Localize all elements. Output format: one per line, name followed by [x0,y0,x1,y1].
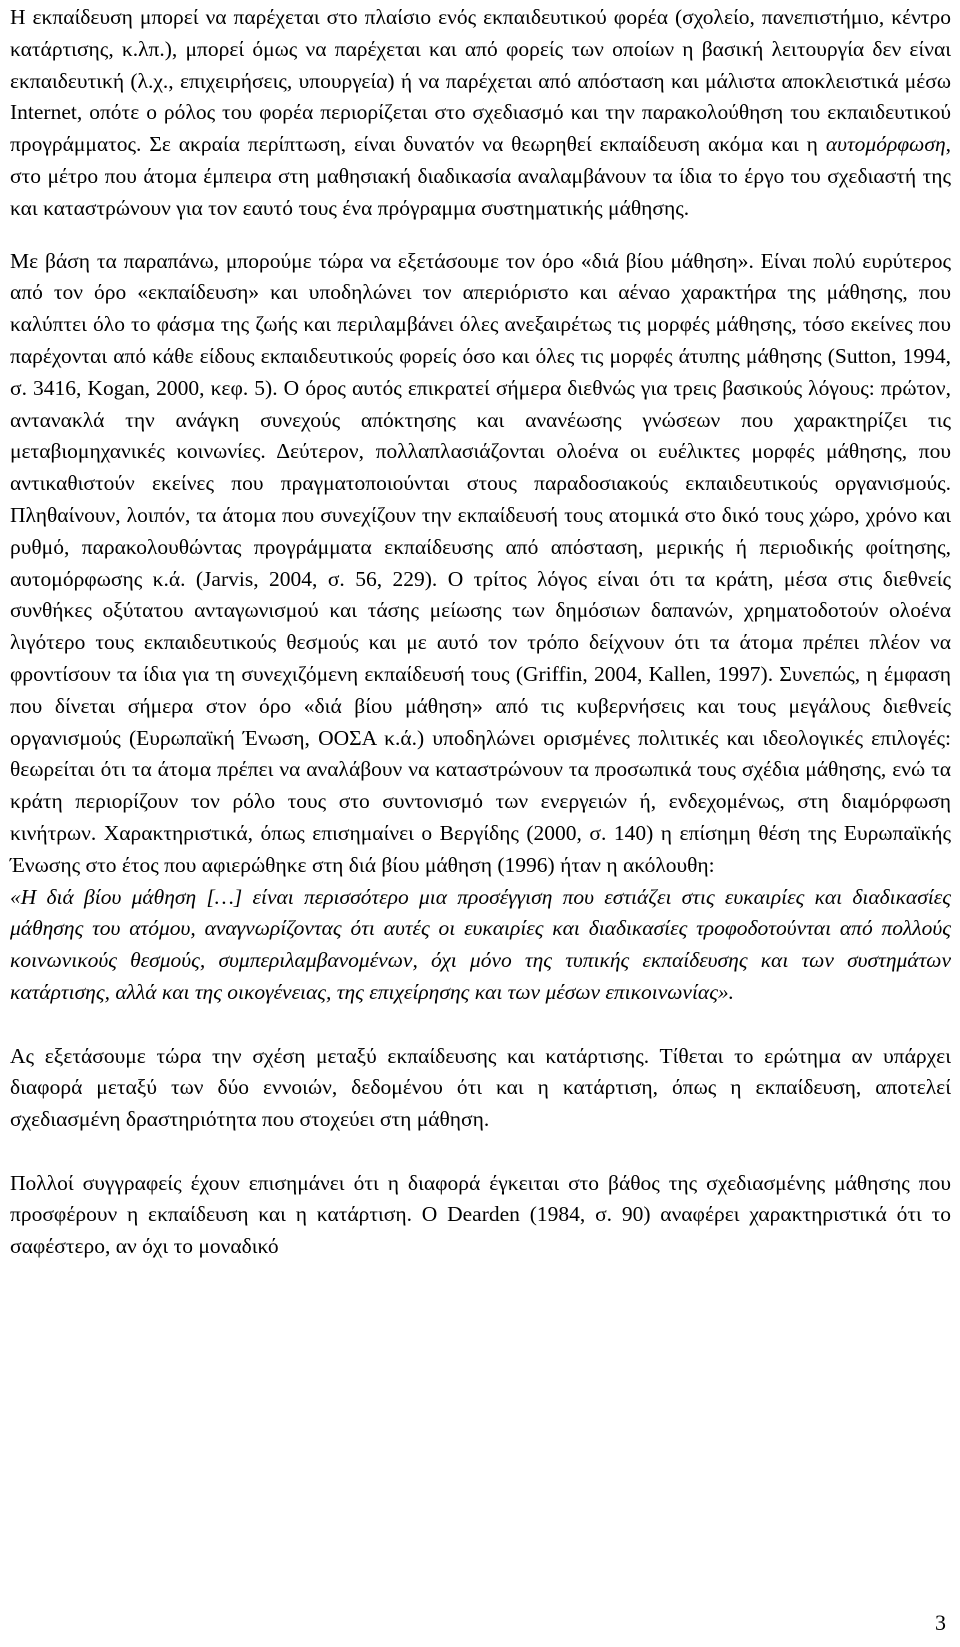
body-text [10,2,951,1263]
paragraph-spacer [10,1009,951,1041]
quote-text: «Η διά βίου μάθηση […] είναι περισσότερο μια προσέγγιση που εστιάζει στις ευκαιρίες και διαδικασίες μάθησης του ατόμου, αναγνωρίζοντας ότι αυτές οι ευκαιρίες και διαδικασίες τροφοδοτούνται από πολλούς κοινωνικούς θεσμούς, συμπεριλαμβανομένων, όχι μόνο της τυπικής εκπαίδευσης και των συστημάτων κατάρτισης, αλλά και της οικογένειας, της επιχείρησης και των μέσων επικοινωνίας». [10,884,951,1004]
paragraph-education-providers [10,2,951,225]
block-quote [10,882,951,1009]
paragraph-text-continued: , στο μέτρο που άτομα έμπειρα στη μαθησιακή διαδικασία αναλαμβάνουν τα ίδια το έργο του σχεδιαστή της και καταστρώνουν για τον εαυτό τους ένα πρόγραμμα συστηματικής μάθησης. [10,132,951,220]
paragraph-spacer [10,1136,951,1168]
paragraph-text: Η εκπαίδευση μπορεί να παρέχεται στο πλαίσιο ενός εκπαιδευτικού φορέα (σχολείο, πανεπιστήμιο, κέντρο κατάρτισης, κ.λπ.), μπορεί όμως να παρέχεται και από φορείς των οποίων η βασική λειτουργία δεν είναι εκπαιδευτική (λ.χ., επιχειρήσεις, υπουργεία) ή να παρέχεται από απόσταση και μάλιστα αποκλειστικά μέσω Internet, οπότε ο ρόλος του φορέα περιορίζεται στο σχεδιασμό και την παρακολούθηση του εκπαιδευτικού προγράμματος. Σε ακραία περίπτωση, είναι δυνατόν να θεωρηθεί εκπαίδευση ακόμα και η [10,5,951,157]
paragraph-depth-of-learning: Πολλοί συγγραφείς έχουν επισημάνει ότι η διαφορά έγκειται στο βάθος της σχεδιασμένης μάθησης που προσφέρουν η εκπαίδευση και η κατάρτιση. Ο Dearden (1984, σ. 90) αναφέρει χαρακτηριστικά ότι το σαφέστερο, αν όχι το μοναδικό [10,1170,951,1259]
paragraph-spacer [10,225,951,246]
paragraph-lifelong-learning: Με βάση τα παραπάνω, μπορούμε τώρα να εξετάσουμε τον όρο «διά βίου μάθηση». Είναι πολύ ευρύτερος από τον όρο «εκπαίδευση» και υποδηλώνει τον απεριόριστο και αέναο χαρακτήρα της μάθησης, που καλύπτει όλο το φάσμα της ζωής και περιλαμβάνει όλες ανεξαιρέτως τις μορφές μάθησης, τόσο εκείνες που παρέχονται από κάθε είδους εκπαιδευτικούς φορείς όσο και όλες τις μορφές άτυπης μάθησης (Sutton, 1994, σ. 3416, Kogan, 2000, κεφ. 5). Ο όρος αυτός επικρατεί σήμερα διεθνώς για τρεις βασικούς λόγους: πρώτον, αντανακλά την ανάγκη συνεχούς απόκτησης και ανανέωσης γνώσεων που χαρακτηρίζει τις μεταβιομηχανικές κοινωνίες. Δεύτερον, πολλαπλασιάζονται ολοένα οι ευέλικτες μορφές μάθησης, που αντικαθιστούν εκείνες που πραγματοποιούνται στους παραδοσιακούς εκπαιδευτικούς οργανισμούς. Πληθαίνουν, λοιπόν, τα άτομα που συνεχίζουν την εκπαίδευσή τους ατομικά στο δικό τους χώρο, χρόνο και ρυθμό, παρακολουθώντας προγράμματα εκπαίδευσης από απόσταση, μερικής ή περιοδικής φοίτησης, αυτομόρφωσης κ.ά. (Jarvis, 2004, σ. 56, 229). Ο τρίτος λόγος είναι ότι τα κράτη, μέσα στις διεθνείς συνθήκες οξύτατου ανταγωνισμού και τάσης μείωσης των δημόσιων δαπανών, χρηματοδοτούν ολοένα λιγότερο τους εκπαιδευτικούς θεσμούς και με αυτό τον τρόπο δείχνουν ότι τα άτομα πρέπει πλέον να φροντίσουν τα ίδια για τη συνεχιζόμενη εκπαίδευσή τους (Griffin, 2004, Kallen, 1997). Συνεπώς, η έμφαση που δίνεται σήμερα στον όρο «διά βίου μάθηση» από τις κυβερνήσεις και τους μεγάλους διεθνείς οργανισμούς (Ευρωπαϊκή Ένωση, ΟΟΣΑ κ.ά.) υποδηλώνει ορισμένες πολιτικές και ιδεολογικές επιλογές: θεωρείται ότι τα άτομα πρέπει να αναλάβουν να καταστρώνουν τα προσωπικά τους σχέδια μάθησης, ενώ τα κράτη περιορίζουν τον ρόλο τους στο συντονισμό των ενεργειών ή, ενδεχομένως, στη διαμόρφωση κινήτρων. Χαρακτηριστικά, όπως επισημαίνει ο Βεργίδης (2000, σ. 140) η επίσημη θέση της Ευρωπαϊκής Ένωσης στο έτος που αφιερώθηκε στη διά βίου μάθηση (1996) ήταν η ακόλουθη: [10,248,951,877]
paragraph-education-vs-training: Ας εξετάσουμε τώρα την σχέση μεταξύ εκπαίδευσης και κατάρτισης. Τίθεται το ερώτημα αν υπάρχει διαφορά μεταξύ των δύο εννοιών, δεδομένου ότι και η κατάρτιση, όπως η εκπαίδευση, αποτελεί σχεδιασμένη δραστηριότητα που στοχεύει στη μάθηση. [10,1043,951,1132]
italic-term: αυτομόρφωση [825,132,946,157]
page-number: 3 [935,1610,946,1635]
